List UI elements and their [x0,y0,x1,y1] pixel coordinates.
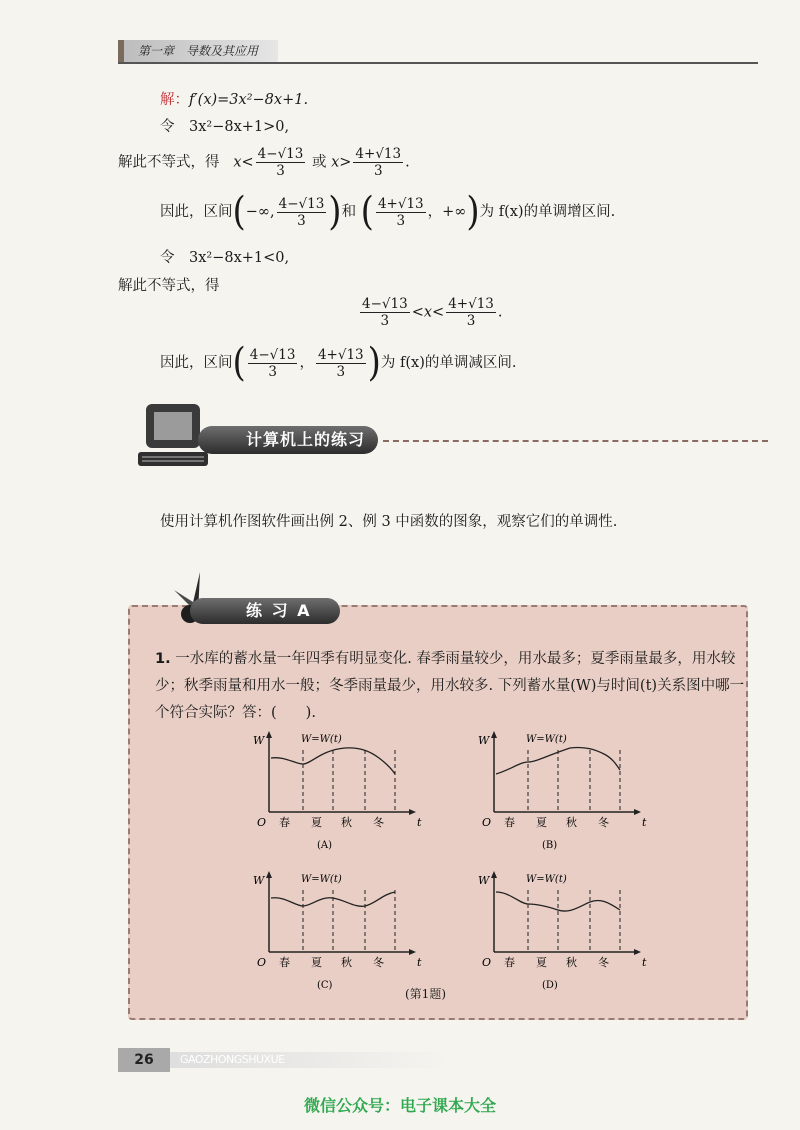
less-than: < [411,304,424,321]
increasing-interval-line: 因此，区间(−∞, $\frac{4-√13}{3}$ )和 ( $\frac{4+√13}{3}$ ，+∞)为 f(x)的单调增区间. [160,189,616,235]
origin-label: O [482,956,492,969]
fraction-minus: $\frac{4-√13}{3}$ [249,346,296,380]
var-x: x [423,304,433,321]
x-arrow [409,949,416,955]
therefore-text: 因此，区间 [160,204,233,220]
problem-number: 1. [155,651,171,667]
solution-line-3 [118,146,410,179]
increasing-text: 为 f(x)的单调增区间. [479,204,616,220]
origin-label: O [482,816,492,829]
season-label: 春 [504,956,515,969]
dashed-rule [383,440,768,442]
computer-practice-banner [128,400,768,475]
y-axis-label: W [478,874,490,887]
problem-text: 一水库的蓄水量一年四季有明显变化. 春季雨量较少，用水最多；夏季雨量最多，用水较少；秋季雨量和用水一般；冬季雨量最少，用水较多. 下列蓄水量(W)与时间(t)关系图中哪一个符合实际？答：( ). [155,651,745,721]
x-axis-label: t [417,956,422,969]
graph-label: (B) [542,840,558,851]
y-arrow [266,871,272,878]
figure-caption: (第1题) [405,987,446,1001]
derivative-expression: f′(x)=3x²−8x+1. [189,92,309,108]
chapter-header [118,40,758,64]
season-label: 秋 [341,956,352,969]
inequality-less: 令 3x²−8x+1<0, [160,250,290,266]
solution-range [358,296,502,329]
less-than: < [432,304,445,321]
function-label: W=W(t) [526,734,567,745]
season-label: 冬 [598,956,609,969]
solution-line-1 [160,88,308,109]
season-label: 秋 [566,816,577,829]
var-x: x [331,154,340,171]
x-arrow [634,809,641,815]
fraction-plus: $\frac{4+√13}{3}$ [448,296,494,329]
comma: ， [427,204,443,220]
graph-label: (C) [317,980,333,991]
x-axis-label: t [417,816,422,829]
graph-label: (A) [317,840,333,851]
period: . [405,154,410,171]
origin-label: O [257,956,267,969]
season-label: 秋 [341,816,352,829]
solve-text-2: 解此不等式，得 [118,278,220,294]
period: . [497,304,503,321]
less-than: < [241,154,254,171]
function-label: W=W(t) [301,734,342,745]
decreasing-text: 为 f(x)的单调减区间. [380,355,517,371]
season-label: 春 [279,816,290,829]
y-axis-label: W [478,734,490,747]
season-label: 冬 [598,816,609,829]
watermark: 微信公众号：电子课本大全 [303,1096,496,1115]
fraction-minus: $\frac{4-√13}{3}$ [362,296,408,329]
storage-curve [496,892,620,911]
season-label: 春 [279,956,290,969]
y-axis-label: W [253,734,265,747]
decreasing-interval-line: 因此，区间( $\frac{4-√13}{3}$ ， $\frac{4+√13}{3}$ )为 f(x)的单调减区间. [160,340,517,386]
fraction-plus: $\frac{4+√13}{3}$ [355,146,402,179]
season-label: 夏 [536,956,547,969]
season-label: 冬 [373,956,384,969]
comma: ， [299,355,314,371]
y-arrow [491,731,497,738]
origin-label: O [257,816,267,829]
solution-label: 解： [160,92,189,108]
greater-than: > [339,154,352,171]
fraction-plus: $\frac{4+√13}{3}$ [377,195,424,229]
practice-a-banner [160,570,760,630]
graph-label: (D) [542,980,558,991]
fraction-minus: $\frac{4-√13}{3}$ [257,146,304,179]
solve-text: 解此不等式，得 [118,154,220,171]
computer-practice-title: 计算机上的练习 [198,426,378,454]
pos-infinity: +∞ [442,204,467,220]
season-label: 冬 [373,816,384,829]
fraction-plus: $\frac{4+√13}{3}$ [317,346,364,380]
neg-infinity: −∞, [245,204,275,220]
x-axis-label: t [642,956,647,969]
or-text: 或 [311,154,327,171]
season-label: 夏 [311,956,322,969]
y-axis-label: W [253,874,265,887]
x-arrow [634,949,641,955]
chapter-title: 第一章 导数及其应用 [118,40,278,62]
and-text: 和 [341,204,357,220]
function-label: W=W(t) [301,874,342,885]
page-number: 26 [118,1048,170,1072]
season-label: 夏 [311,816,322,829]
season-label: 秋 [566,956,577,969]
graph-a [245,730,425,859]
inequality-greater: 令 3x²−8x+1>0, [160,119,290,135]
graph-d [470,870,650,999]
y-arrow [491,871,497,878]
problem-1 [155,646,745,727]
computer-practice-text: 使用计算机作图软件画出例 2、例 3 中函数的图象，观察它们的单调性. [160,514,618,530]
x-arrow [409,809,416,815]
x-axis-label: t [642,816,647,829]
fraction-minus: $\frac{4-√13}{3}$ [278,195,325,229]
function-label: W=W(t) [526,874,567,885]
season-label: 春 [504,816,515,829]
var-x: x [233,154,242,171]
header-rule [118,62,758,64]
practice-a-title: 练 习 A [190,598,340,624]
footer-series: GAOZHONGSHUXUE [180,1053,285,1066]
graph-b [470,730,650,859]
y-arrow [266,731,272,738]
therefore-text: 因此，区间 [160,355,233,371]
season-label: 夏 [536,816,547,829]
graph-c [245,870,425,999]
